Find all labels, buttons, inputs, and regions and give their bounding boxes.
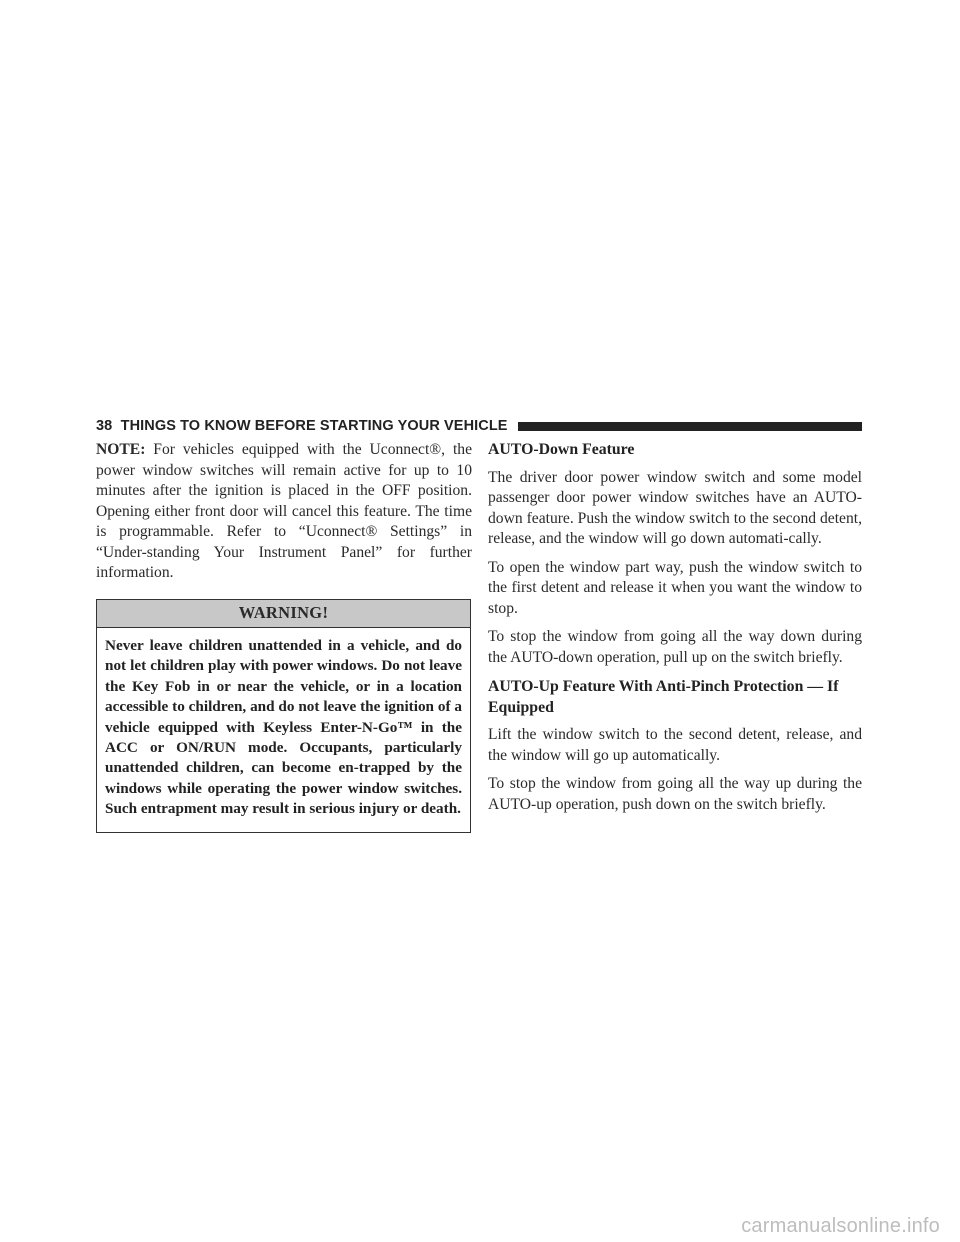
note-text: For vehicles equipped with the Uconnect®, the power window switches will remain active for up to 10 minutes after the ignition is placed in the OFF position. Opening either front door will cancel this feature. The time is programmable. Refer to “Uconnect® Settings” in “Under-standing Your Instrument Panel” for further information. (96, 441, 472, 581)
auto-down-paragraph-1: The driver door power window switch and some model passenger door power window switches have an AUTO-down feature. Push the window switch to the second detent, release, and the window will go down automati-cally. (488, 468, 862, 547)
warning-title: WARNING! (97, 600, 470, 629)
left-column (96, 440, 472, 833)
running-header (96, 416, 862, 436)
right-column (488, 440, 862, 815)
auto-up-paragraph-2: To stop the window from going all the way up during the AUTO-up operation, push down on the switch briefly. (488, 775, 862, 813)
header-title (96, 418, 518, 434)
warning-body: Never leave children unattended in a vehicle, and do not let children play with power windows. Do not leave the Key Fob in or near the vehicle, or in a location accessible to children, and do not leave the ignition of a vehicle equipped with Keyless Enter-N-Go™ in the ACC or ON/RUN mode. Occupants, particularly unattended children, can become en-trapped by the windows while operating the power window switches. Such entrapment may result in serious injury or death. (105, 637, 462, 818)
auto-up-heading: AUTO-Up Feature With Anti-Pinch Protection — If Equipped (488, 678, 839, 716)
auto-down-heading: AUTO-Down Feature (488, 441, 635, 458)
section-title: THINGS TO KNOW BEFORE STARTING YOUR VEHICLE (120, 418, 508, 434)
auto-up-paragraph-1: Lift the window switch to the second detent, release, and the window will go up automatically. (488, 726, 862, 764)
note-label: NOTE: (96, 441, 146, 458)
note-paragraph (96, 440, 472, 584)
warning-box (96, 599, 471, 833)
auto-down-paragraph-2: To open the window part way, push the window switch to the first detent and release it when you want the window to stop. (488, 558, 862, 617)
header-rule (518, 422, 862, 431)
auto-down-paragraph-3: To stop the window from going all the way down during the AUTO-down operation, pull up on the switch briefly. (488, 628, 862, 666)
page-number: 38 (96, 418, 113, 434)
watermark: carmanualsonline.info (741, 1215, 940, 1237)
